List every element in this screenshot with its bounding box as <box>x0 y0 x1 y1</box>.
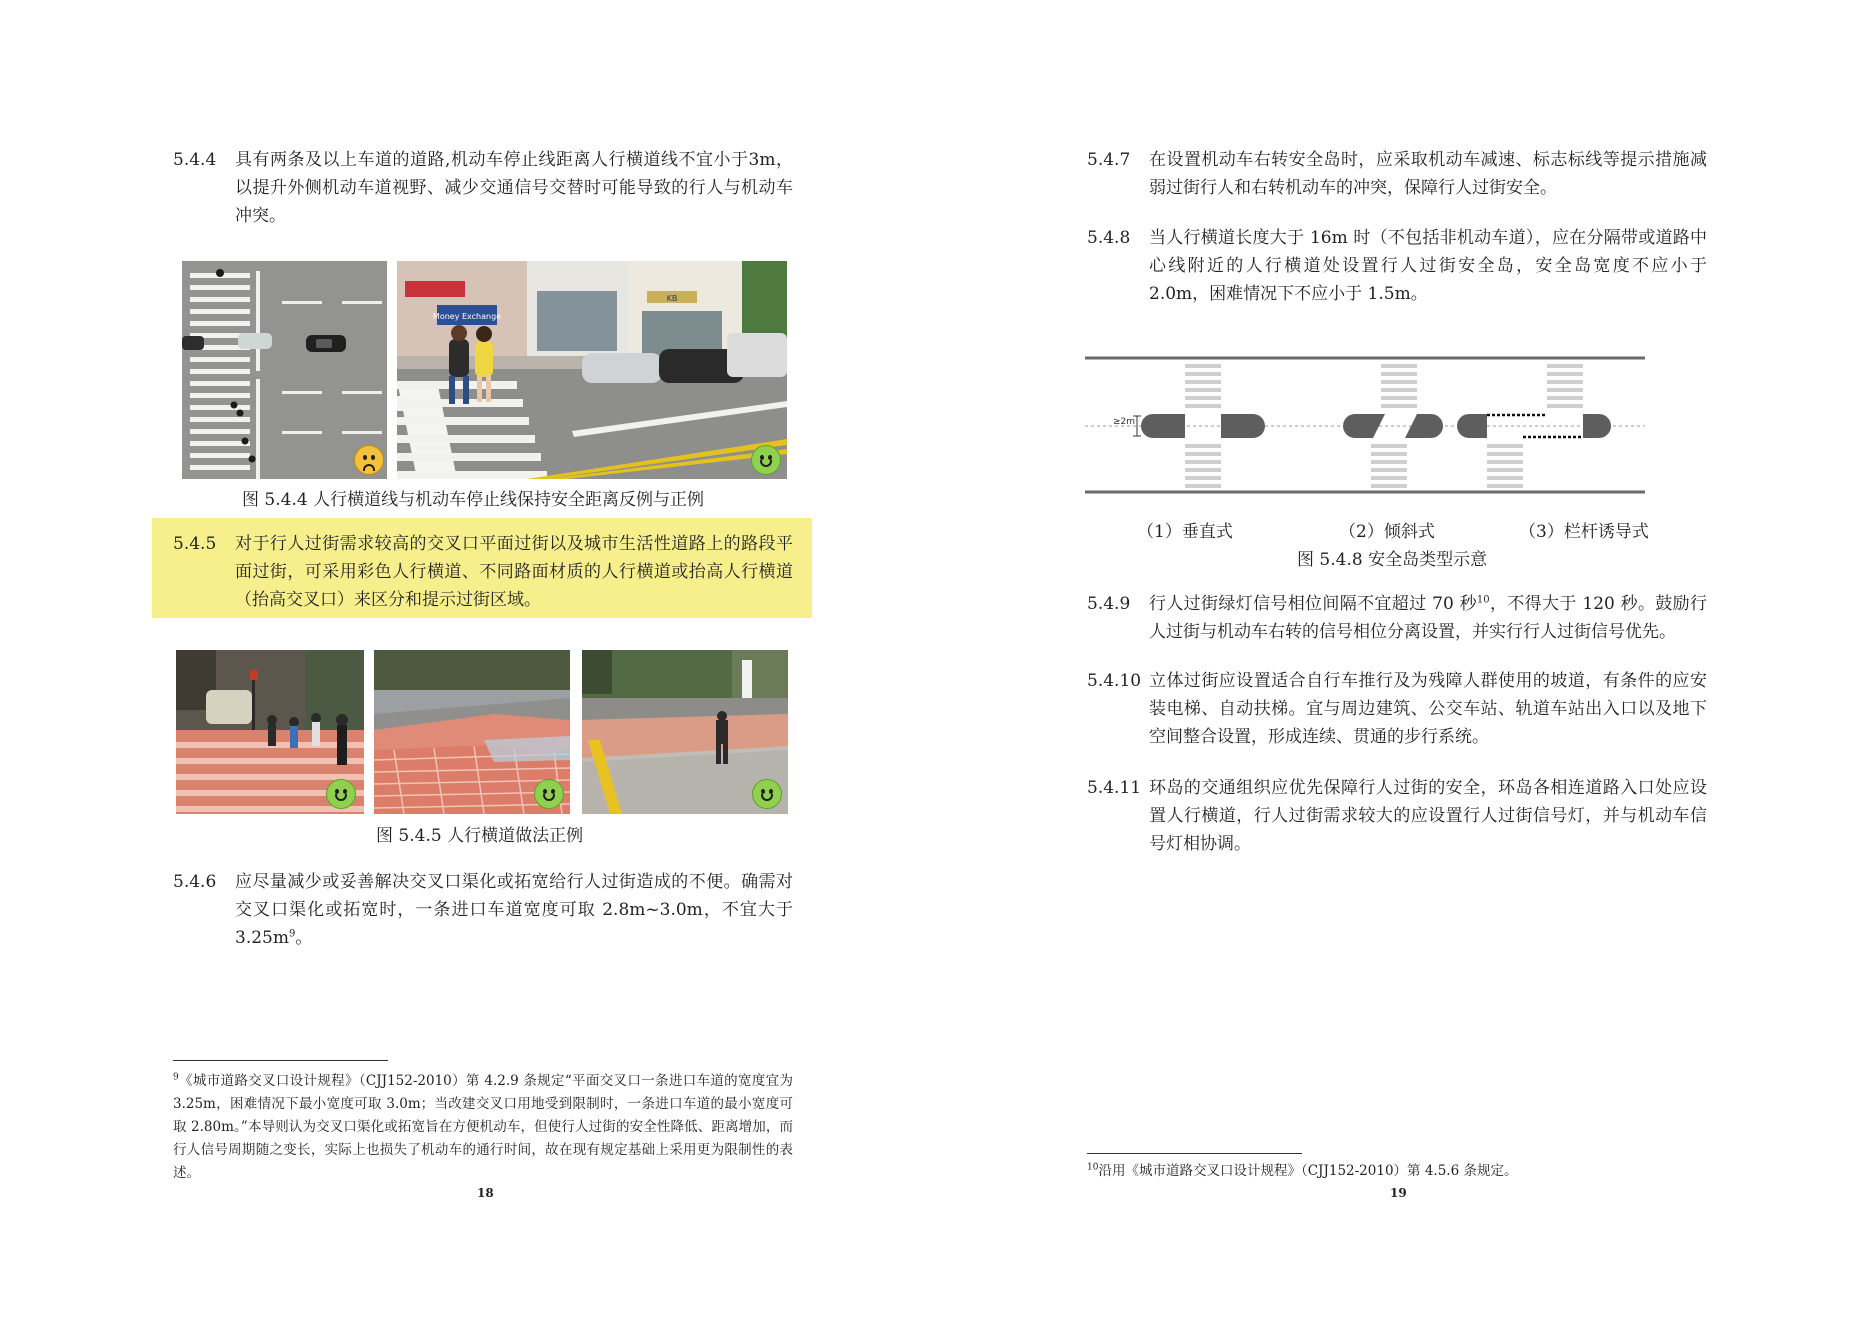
smiley-happy-icon <box>534 779 564 809</box>
clause-text: 立体过街应设置适合自行车推行及为残障人群使用的坡道，有条件的应安装电梯、自动扶梯。宜与周边建筑、公交车站、轨道车站出入口以及地下空间整合设置，形成连续、贯通的步行系统。 <box>1149 671 1707 747</box>
clause-text: 当人行横道长度大于 16m 时（不包括非机动车道），应在分隔带或道路中心线附近的人行横道处设置行人过街安全岛，安全岛宽度不应小于 2.0m，困难情况下不应小于 1.5m。 <box>1149 228 1707 304</box>
smiley-sad-icon <box>354 445 384 475</box>
smiley-happy-icon <box>326 779 356 809</box>
clause-text-b: ，不得大于 120 秒。鼓励行人过街与机动车右转的信号相位分离设置，并实行行人过街信号优先。 <box>1149 594 1707 642</box>
island-type-vertical <box>1141 364 1265 488</box>
clause-text <box>235 868 793 952</box>
photo-crosswalk-aerial-image <box>182 261 387 479</box>
dimension-label: ≥2m <box>1113 417 1136 427</box>
photo-crosswalk-good-example <box>397 261 787 479</box>
photo-colored-crosswalk-2 <box>374 650 570 814</box>
clause-number: 5.4.8 <box>1087 228 1131 248</box>
sign-kb: KB <box>666 294 678 303</box>
photo-colored-crosswalk-1 <box>176 650 364 814</box>
clause-number: 5.4.4 <box>173 150 217 170</box>
page-number: 18 <box>477 1186 494 1200</box>
clause-text: 具有两条及以上车道的道路,机动车停止线距离人行横道线不宜小于3m，以提升外侧机动车道视野、减少交通信号交替时可能导致的行人与机动车冲突。 <box>235 150 793 226</box>
clause-number: 5.4.11 <box>1087 778 1142 798</box>
island-type-label-3: （3）栏杆诱导式 <box>1519 522 1649 542</box>
figure-caption-5-4-8: 图 5.4.8 安全岛类型示意 <box>1297 550 1488 570</box>
footnote-divider <box>173 1060 388 1061</box>
smiley-happy-icon <box>752 779 782 809</box>
clause-number: 5.4.5 <box>173 534 217 554</box>
page-number: 19 <box>1390 1186 1407 1200</box>
clause-text-main: 应尽量减少或妥善解决交叉口渠化或拓宽给行人过街造成的不便。确需对交叉口渠化或拓宽时，一条进口车道宽度可取 2.8m~3.0m，不宜大于 3.25m <box>235 872 793 948</box>
clause-number: 5.4.6 <box>173 872 217 892</box>
footnote-text: 沿用《城市道路交叉口设计规程》（CJJ152-2010）第 4.5.6 条规定。 <box>1098 1163 1518 1179</box>
photo-street-crosswalk-image <box>397 261 787 479</box>
clause-text <box>1149 590 1707 646</box>
footnote-10 <box>1087 1160 1707 1183</box>
island-type-label-2: （2）倾斜式 <box>1339 522 1435 542</box>
photo-crosswalk-bad-example <box>182 261 387 479</box>
safety-island-diagram <box>1085 350 1645 500</box>
clause-text-a: 行人过街绿灯信号相位间隔不宜超过 70 秒 <box>1149 594 1477 614</box>
clause-number: 5.4.7 <box>1087 150 1131 170</box>
clause-text-end: 。 <box>295 928 313 948</box>
right-page <box>935 0 1871 1323</box>
footnote-9 <box>173 1070 793 1185</box>
figure-caption-5-4-4: 图 5.4.4 人行横道线与机动车停止线保持安全距离反例与正例 <box>242 490 705 510</box>
clause-number: 5.4.10 <box>1087 671 1142 691</box>
island-type-label-1: （1）垂直式 <box>1137 522 1233 542</box>
footnote-ref-10[interactable]: 10 <box>1476 594 1490 606</box>
clause-text: 在设置机动车右转安全岛时，应采取机动车减速、标志标线等提示措施减弱过街行人和右转机动车的冲突，保障行人过街安全。 <box>1149 150 1707 198</box>
footnote-divider <box>1087 1153 1302 1154</box>
smiley-happy-icon <box>751 445 781 475</box>
clause-text: 对于行人过街需求较高的交叉口平面过街以及城市生活性道路上的路段平面过街，可采用彩色人行横道、不同路面材质的人行横道或抬高人行横道（抬高交叉口）来区分和提示过街区域。 <box>235 534 793 610</box>
left-page <box>0 0 935 1323</box>
footnote-mark: 9 <box>173 1072 179 1083</box>
photo-raised-crosswalk <box>582 650 788 814</box>
sign-money-exchange: Money Exchange <box>432 312 502 321</box>
footnote-mark: 10 <box>1087 1162 1099 1173</box>
island-type-railing-guided <box>1457 364 1611 488</box>
clause-number: 5.4.9 <box>1087 594 1131 614</box>
figure-caption-5-4-5: 图 5.4.5 人行横道做法正例 <box>376 826 584 846</box>
footnote-ref-9[interactable]: 9 <box>288 928 296 940</box>
clause-text: 环岛的交通组织应优先保障行人过街的安全，环岛各相连道路入口处应设置人行横道，行人过街需求较大的应设置行人过街信号灯，并与机动车信号灯相协调。 <box>1149 778 1707 854</box>
footnote-text: 《城市道路交叉口设计规程》（CJJ152-2010）第 4.2.9 条规定“平面交叉口一条进口车道的宽度宜为 3.25m，困难情况下最小宽度可取 3.0m；当改建交叉口用地受到限制时，一条进口车道的最小宽度可取 2.80m。”本导则认为交叉口渠化或拓宽旨在方便机动车，但使行人过街的安全性降低、距离增加，而行人信号周期随之变长，实际上也损失了机动车的通行时间，故在现有规定基础上采用更为限制性的表述。 <box>173 1073 793 1181</box>
